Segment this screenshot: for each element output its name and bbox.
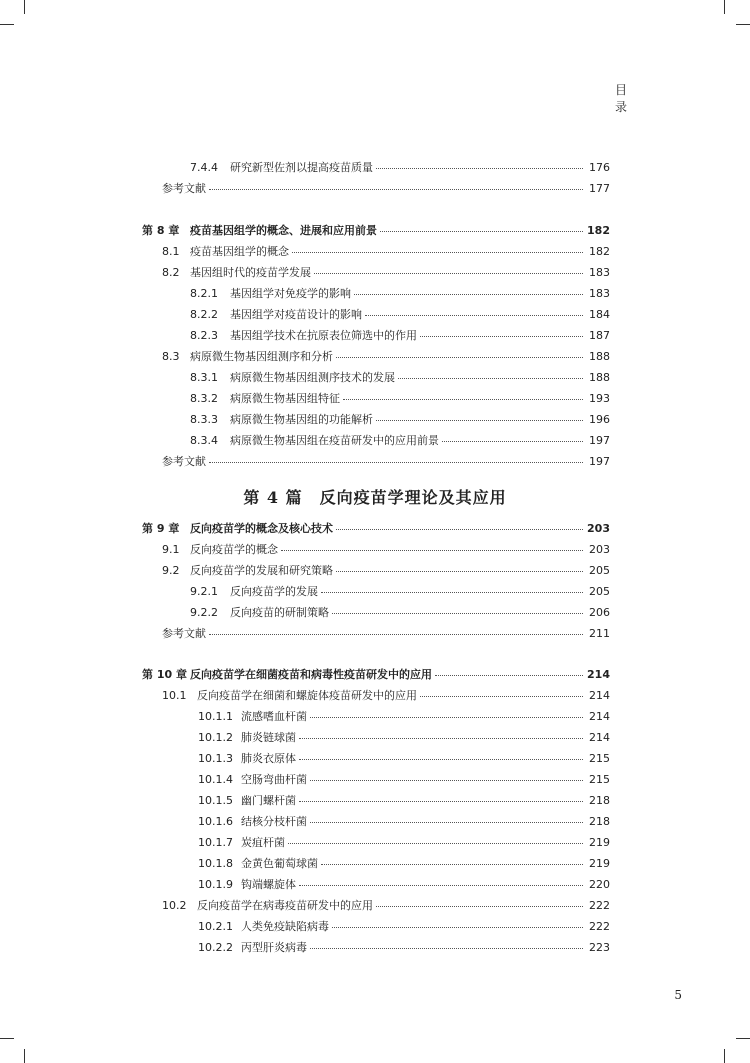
toc-number: 8.2.3 <box>190 328 218 342</box>
dot-leader <box>376 906 583 907</box>
toc-section-row[interactable] <box>190 304 610 324</box>
toc-title: 反向疫苗学的发展和研究策略 <box>190 564 333 577</box>
toc-section-row[interactable] <box>198 727 610 747</box>
toc-number: 10.1 <box>162 688 187 702</box>
toc-title: 金黄色葡萄球菌 <box>241 857 318 870</box>
toc-number: 9.2.1 <box>190 584 218 598</box>
toc-number: 8.3.2 <box>190 391 218 405</box>
dot-leader <box>380 231 583 232</box>
toc-page-number: 182 <box>587 223 610 237</box>
toc-title: 反向疫苗学在细菌疫苗和病毒性疫苗研发中的应用 <box>190 668 432 681</box>
crop-mark <box>736 1038 750 1039</box>
dot-leader <box>343 399 583 400</box>
toc-section-row[interactable] <box>190 325 610 345</box>
toc-number: 第 9 章 <box>142 522 180 535</box>
toc-chapter-row[interactable] <box>142 664 610 684</box>
crop-mark <box>24 0 25 14</box>
toc-number: 8.3 <box>162 349 180 363</box>
dot-leader <box>310 780 583 781</box>
toc-section-row[interactable] <box>198 706 610 726</box>
toc-section-row[interactable] <box>198 916 610 936</box>
dot-leader <box>332 613 583 614</box>
toc-section-row[interactable] <box>198 811 610 831</box>
crop-mark <box>24 1049 25 1063</box>
toc-section-row[interactable] <box>190 430 610 450</box>
crop-mark <box>0 1038 14 1039</box>
toc-number: 10.2.2 <box>198 940 233 954</box>
toc-title: 参考文献 <box>162 627 206 640</box>
dot-leader <box>376 168 583 169</box>
toc-page-number: 219 <box>589 835 610 849</box>
toc-number: 9.1 <box>162 542 180 556</box>
toc-page-number: 188 <box>589 370 610 384</box>
toc-number: 10.2 <box>162 898 187 912</box>
toc-page-number: 188 <box>589 349 610 363</box>
toc-title: 病原微生物基因组测序和分析 <box>190 350 333 363</box>
dot-leader <box>321 592 583 593</box>
dot-leader <box>310 948 583 949</box>
toc-number: 10.1.9 <box>198 877 233 891</box>
crop-mark <box>724 1049 725 1063</box>
toc-title: 肺炎衣原体 <box>241 752 296 765</box>
toc-number: 10.1.3 <box>198 751 233 765</box>
toc-number: 第 8 章 <box>142 224 180 237</box>
part-title: 第 4 篇 反向疫苗学理论及其应用 <box>243 488 507 507</box>
toc-page-number: 206 <box>589 605 610 619</box>
toc-section-row[interactable] <box>190 157 610 177</box>
dot-leader <box>288 843 583 844</box>
dot-leader <box>420 696 583 697</box>
toc-page-number: 187 <box>589 328 610 342</box>
toc-number: 8.3.3 <box>190 412 218 426</box>
toc-chapter-row[interactable] <box>142 518 610 538</box>
toc-title: 疫苗基因组学的概念、进展和应用前景 <box>190 224 377 237</box>
toc-title: 病原微生物基因组的功能解析 <box>230 413 373 426</box>
toc-title: 反向疫苗学的发展 <box>230 585 318 598</box>
dot-leader <box>336 357 583 358</box>
toc-number: 10.1.8 <box>198 856 233 870</box>
toc-number: 9.2 <box>162 563 180 577</box>
toc-page-number: 214 <box>589 709 610 723</box>
dot-leader <box>310 822 583 823</box>
toc-section-row[interactable] <box>162 539 610 559</box>
toc-number: 8.2.2 <box>190 307 218 321</box>
toc-page-number: 215 <box>589 751 610 765</box>
toc-page-number: 196 <box>589 412 610 426</box>
toc-page-number: 193 <box>589 391 610 405</box>
toc-number: 10.1.4 <box>198 772 233 786</box>
toc-title: 流感嗜血杆菌 <box>241 710 307 723</box>
toc-number: 8.3.4 <box>190 433 218 447</box>
toc-chapter-row[interactable] <box>142 220 610 240</box>
dot-leader <box>310 717 583 718</box>
toc-title: 反向疫苗的研制策略 <box>230 606 329 619</box>
toc-title: 参考文献 <box>162 182 206 195</box>
toc-page-number: 183 <box>589 265 610 279</box>
toc-number: 10.1.6 <box>198 814 233 828</box>
running-header: 目 录 <box>614 83 635 114</box>
dot-leader <box>365 315 583 316</box>
toc-section-row[interactable] <box>198 874 610 894</box>
dot-leader <box>435 675 583 676</box>
toc-title: 反向疫苗学在病毒疫苗研发中的应用 <box>197 899 373 912</box>
toc-title: 基因组时代的疫苗学发展 <box>190 266 311 279</box>
dot-leader <box>299 885 583 886</box>
crop-mark <box>0 24 14 25</box>
toc-number: 第 10 章 <box>142 668 187 681</box>
toc-page-number: 177 <box>589 181 610 195</box>
dot-leader <box>299 738 583 739</box>
toc-page-number: 205 <box>589 584 610 598</box>
toc-page-number: 205 <box>589 563 610 577</box>
toc-number: 10.1.2 <box>198 730 233 744</box>
dot-leader <box>336 571 583 572</box>
toc-section-row[interactable] <box>190 581 610 601</box>
toc-section-row[interactable] <box>190 388 610 408</box>
toc-page-number: 197 <box>589 454 610 468</box>
toc-section-row[interactable] <box>162 346 610 366</box>
dot-leader <box>292 252 583 253</box>
toc-title: 基因组学对疫苗设计的影响 <box>230 308 362 321</box>
toc-title: 反向疫苗学的概念 <box>190 543 278 556</box>
toc-page-number: 197 <box>589 433 610 447</box>
toc-title: 炭疽杆菌 <box>241 836 285 849</box>
toc-title: 人类免疫缺陷病毒 <box>241 920 329 933</box>
dot-leader <box>398 378 583 379</box>
toc-number: 10.1.1 <box>198 709 233 723</box>
toc-title: 反向疫苗学在细菌和螺旋体疫苗研发中的应用 <box>197 689 417 702</box>
toc-number: 8.1 <box>162 244 180 258</box>
toc-page-number: 218 <box>589 814 610 828</box>
toc-title: 空肠弯曲杆菌 <box>241 773 307 786</box>
toc-page-number: 222 <box>589 919 610 933</box>
toc-section-row[interactable] <box>190 602 610 622</box>
toc-title: 病原微生物基因组测序技术的发展 <box>230 371 395 384</box>
toc-title: 结核分枝杆菌 <box>241 815 307 828</box>
dot-leader <box>299 759 583 760</box>
toc-section-row[interactable] <box>162 685 610 705</box>
toc-section-row[interactable] <box>198 748 610 768</box>
dot-leader <box>314 273 583 274</box>
toc-references-row[interactable] <box>162 178 610 198</box>
toc-page-number: 214 <box>587 667 610 681</box>
toc-title: 研究新型佐剂以提高疫苗质量 <box>230 161 373 174</box>
toc-page-number: 214 <box>589 730 610 744</box>
toc-number: 7.4.4 <box>190 160 218 174</box>
toc-section-row[interactable] <box>162 560 610 580</box>
toc-page-number: 183 <box>589 286 610 300</box>
dot-leader <box>209 634 583 635</box>
dot-leader <box>354 294 583 295</box>
toc-section-row[interactable] <box>198 832 610 852</box>
dot-leader <box>332 927 583 928</box>
toc-title: 肺炎链球菌 <box>241 731 296 744</box>
toc-section-row[interactable] <box>198 790 610 810</box>
toc-title: 病原微生物基因组特征 <box>230 392 340 405</box>
toc-title: 基因组学技术在抗原表位筛选中的作用 <box>230 329 417 342</box>
toc-section-row[interactable] <box>190 367 610 387</box>
toc-page-number: 211 <box>589 626 610 640</box>
toc-title: 基因组学对免疫学的影响 <box>230 287 351 300</box>
toc-page-number: 223 <box>589 940 610 954</box>
toc-number: 8.2 <box>162 265 180 279</box>
toc-page-number: 203 <box>589 542 610 556</box>
toc-page-number: 215 <box>589 772 610 786</box>
dot-leader <box>336 529 583 530</box>
toc-number: 10.1.7 <box>198 835 233 849</box>
toc-title: 参考文献 <box>162 455 206 468</box>
toc-section-row[interactable] <box>190 283 610 303</box>
toc-title: 病原微生物基因组在疫苗研发中的应用前景 <box>230 434 439 447</box>
toc-number: 10.1.5 <box>198 793 233 807</box>
toc-number: 10.2.1 <box>198 919 233 933</box>
toc-page-number: 214 <box>589 688 610 702</box>
toc-page-number: 219 <box>589 856 610 870</box>
toc-section-row[interactable] <box>162 895 610 915</box>
toc-references-row[interactable] <box>162 451 610 471</box>
toc-number: 8.2.1 <box>190 286 218 300</box>
toc-title: 疫苗基因组学的概念 <box>190 245 289 258</box>
toc-number: 9.2.2 <box>190 605 218 619</box>
toc-page-number: 203 <box>587 521 610 535</box>
crop-mark <box>736 24 750 25</box>
toc-page-number: 220 <box>589 877 610 891</box>
toc-page-number: 176 <box>589 160 610 174</box>
toc-section-row[interactable] <box>198 937 610 957</box>
dot-leader <box>321 864 583 865</box>
dot-leader <box>281 550 583 551</box>
toc-title: 反向疫苗学的概念及核心技术 <box>190 522 333 535</box>
page-number: 5 <box>674 988 682 1002</box>
toc-section-row[interactable] <box>198 853 610 873</box>
dot-leader <box>209 189 583 190</box>
dot-leader <box>209 462 583 463</box>
toc-page-number: 222 <box>589 898 610 912</box>
crop-mark <box>724 0 725 14</box>
toc-references-row[interactable] <box>162 623 610 643</box>
dot-leader <box>376 420 583 421</box>
toc-section-row[interactable] <box>162 241 610 261</box>
toc-title: 钩端螺旋体 <box>241 878 296 891</box>
toc-section-row[interactable] <box>198 769 610 789</box>
dot-leader <box>299 801 583 802</box>
dot-leader <box>442 441 583 442</box>
toc-number: 8.3.1 <box>190 370 218 384</box>
toc-page-number: 182 <box>589 244 610 258</box>
toc-page-number: 218 <box>589 793 610 807</box>
toc-title: 幽门螺杆菌 <box>241 794 296 807</box>
toc-title: 丙型肝炎病毒 <box>241 941 307 954</box>
toc-section-row[interactable] <box>190 409 610 429</box>
toc-section-row[interactable] <box>162 262 610 282</box>
toc-page-number: 184 <box>589 307 610 321</box>
dot-leader <box>420 336 583 337</box>
